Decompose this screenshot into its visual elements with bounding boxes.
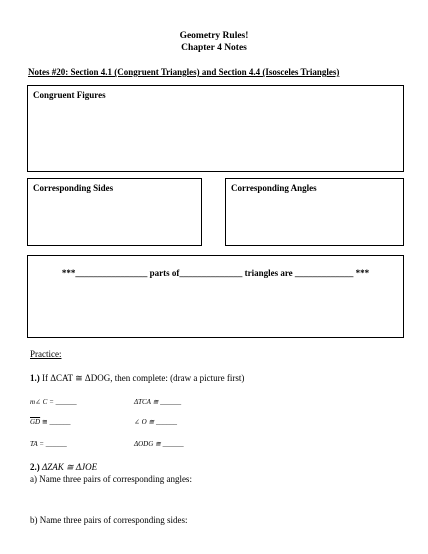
- corresponding-angles-box: [225, 178, 404, 246]
- q1-item-angle-o: [134, 418, 177, 426]
- question-2-part-b: b) Name three pairs of corresponding sides:: [30, 515, 188, 525]
- question-1-prompt: If ΔCAT ≅ ΔDOG, then complete: (draw a picture first): [42, 373, 245, 383]
- notes-title: Notes #20: Section 4.1 (Congruent Triangles) and Section 4.4 (Isosceles Triangles): [28, 67, 340, 77]
- q1-item-angle-c: [30, 398, 77, 406]
- q1-item-segment-gd: [30, 418, 71, 426]
- congruent-figures-box: [27, 85, 404, 172]
- q1-item-triangle-odg: [134, 440, 184, 448]
- question-1-number: 1.): [30, 373, 40, 383]
- practice-heading: Practice:: [30, 349, 62, 359]
- question-2-part-a: a) Name three pairs of corresponding angles:: [30, 474, 192, 484]
- document-title: Geometry Rules!: [179, 31, 249, 41]
- q1-item-triangle-tca: [134, 398, 181, 406]
- congruent-figures-label: Congruent Figures: [33, 90, 106, 100]
- q1-item-angle-c-text: m∠ C = ______: [30, 398, 77, 406]
- corresponding-sides-label: Corresponding Sides: [33, 183, 114, 193]
- question-2-statement: ΔZAK ≅ ΔJOE: [42, 462, 98, 472]
- parts-fill-in-statement: ***________________ parts of______________ triangles are _____________ ***: [61, 268, 370, 278]
- document-subtitle: Chapter 4 Notes: [181, 43, 247, 53]
- q1-item-angle-o-text: ∠ O ≅ ______: [134, 418, 178, 426]
- q1-item-segment-gd-rest: ≅ ______: [40, 418, 71, 426]
- q1-item-segment-ta: [30, 440, 67, 448]
- q1-item-triangle-tca-text: ΔTCA ≅ ______: [134, 398, 182, 406]
- q1-item-triangle-odg-text: ΔODG ≅ ______: [134, 440, 184, 448]
- corresponding-sides-box: [27, 178, 202, 246]
- question-1: [30, 373, 244, 384]
- q1-item-segment-ta-text: TA = ______: [30, 440, 67, 448]
- question-2-number: 2.): [30, 462, 40, 472]
- parts-fill-in-box: [27, 255, 404, 338]
- question-2: [30, 462, 97, 473]
- corresponding-angles-label: Corresponding Angles: [231, 183, 317, 193]
- segment-gd: $\overline{GD}$: [30, 418, 41, 426]
